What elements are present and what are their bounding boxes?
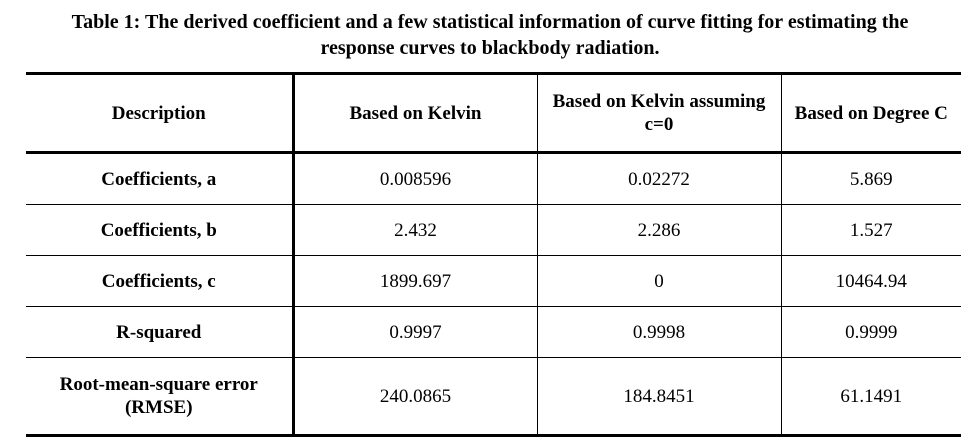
- caption-line-2: response curves to blackbody radiation.: [320, 37, 660, 59]
- table-cell: 0.008596: [293, 153, 537, 205]
- table-cell: 0.9997: [293, 307, 537, 358]
- row-label: R-squared: [26, 307, 293, 358]
- table-cell: 0.9998: [537, 307, 781, 358]
- table-row: [26, 256, 961, 307]
- table-cell: 0: [537, 256, 781, 307]
- table-row: [26, 153, 961, 205]
- table-cell: 184.8451: [537, 358, 781, 436]
- header-based-on-kelvin: Based on Kelvin: [293, 74, 537, 153]
- header-based-on-degree-c: Based on Degree C: [781, 74, 961, 153]
- header-row: [26, 74, 961, 153]
- row-label: Coefficients, b: [26, 205, 293, 256]
- table-cell: 0.9999: [781, 307, 961, 358]
- table-row: [26, 307, 961, 358]
- header-based-on-kelvin-c0: Based on Kelvin assuming c=0: [537, 74, 781, 153]
- caption-line-1: Table 1: The derived coefficient and a few statistical information of curve fitting for estimating the: [71, 11, 909, 33]
- table-row: [26, 205, 961, 256]
- table-cell: 2.286: [537, 205, 781, 256]
- table-row: [26, 358, 961, 436]
- coefficients-table: [26, 72, 961, 437]
- table-cell: 61.1491: [781, 358, 961, 436]
- header-description: Description: [26, 74, 293, 153]
- table-cell: 10464.94: [781, 256, 961, 307]
- table-cell: 2.432: [293, 205, 537, 256]
- table-caption: [0, 9, 980, 61]
- table-cell: 1899.697: [293, 256, 537, 307]
- table-cell: 1.527: [781, 205, 961, 256]
- table-cell: 5.869: [781, 153, 961, 205]
- table-cell: 0.02272: [537, 153, 781, 205]
- row-label: Coefficients, c: [26, 256, 293, 307]
- row-label: Root-mean-square error (RMSE): [26, 358, 293, 436]
- table-cell: 240.0865: [293, 358, 537, 436]
- row-label: Coefficients, a: [26, 153, 293, 205]
